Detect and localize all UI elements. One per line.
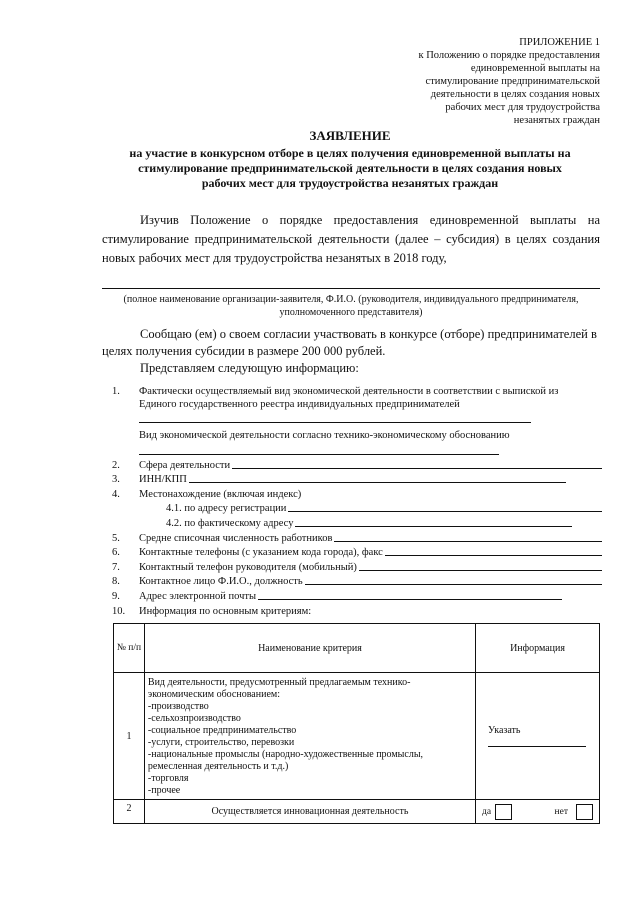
item-label: ИНН/КПП [139,474,187,486]
yes-label: да [482,806,492,817]
item-input-line[interactable] [359,570,602,571]
list-item [112,602,602,617]
document-subtitle-line: на участие в конкурсном отборе в целях получения единовременной выплаты на [129,146,571,160]
appendix-line: стимулирование предпринимательской [425,76,600,87]
criterion-line: экономическим обоснованием: [147,689,280,700]
activity-field[interactable] [139,422,531,423]
table-row [114,800,600,824]
criterion-line: -торговля [147,773,189,784]
row-number: 2 [114,800,145,824]
item-number: 2. [112,459,120,471]
item-1-note: Вид экономической деятельности согласно технико-экономическому обоснованию [139,430,510,441]
item-label: Сфера деятельности [139,459,231,471]
item-input-line[interactable] [288,511,602,512]
no-label: нет [554,806,568,817]
column-header-info: Информация [476,624,600,673]
consent-text: Сообщаю (ем) о своем согласии участвовать в конкурсе (отборе) предпринимателей в целях получения субсидии в размере 200 000 рублей. [102,327,597,358]
criterion-line: -услуги, строительство, перевозки [147,737,295,748]
item-input-line[interactable] [385,555,602,556]
item-input-line[interactable] [258,599,562,600]
applicant-name-field[interactable] [102,288,600,289]
item-input-line[interactable] [232,468,602,469]
tech-activity-field[interactable] [139,454,499,455]
item-label: Контактный телефон руководителя (мобильный) [139,561,357,573]
criteria-table [113,623,600,824]
item-number: 4. [112,488,120,500]
specify-input-line[interactable] [488,736,586,747]
document-subtitle-line: рабочих мест для трудоустройства незанятых граждан [201,176,499,190]
criterion-line: -социальное предпринимательство [147,725,297,736]
consent-block [102,326,600,377]
list-item [112,456,602,471]
item-input-line[interactable] [295,526,572,527]
item-number: 5. [112,532,120,544]
document-heading [90,128,610,191]
item-label: 4.2. по фактическому адресу [166,517,294,529]
info-intro: Представляем следующую информацию: [140,361,359,375]
item-number: 8. [112,576,120,588]
appendix-line: ПРИЛОЖЕНИЕ 1 [519,37,600,48]
yes-no-cell [476,800,600,824]
appendix-line: рабочих мест для трудоустройства [445,102,600,113]
list-item [112,573,602,588]
specify-label: Указать [488,725,521,736]
column-header-criterion: Наименование критерия [144,624,475,673]
item-number: 6. [112,547,120,559]
appendix-line: деятельности в целях создания новых [430,89,600,100]
appendix-note [385,36,600,127]
criterion-line: Вид деятельности, предусмотренный предлагаемым технико- [147,677,411,688]
list-item [112,471,602,486]
item-number: 9. [112,590,120,602]
item-number: 10. [112,605,126,617]
item-input-line[interactable] [334,541,602,542]
criterion-line: ремесленная деятельность и т.д.) [147,761,289,772]
no-checkbox[interactable] [576,804,593,820]
item-label: Адрес электронной почты [139,590,257,602]
appendix-line: единовременной выплаты на [470,63,600,74]
appendix-line: незанятых граждан [513,115,600,126]
document-title: ЗАЯВЛЕНИЕ [309,128,391,143]
item-number: 7. [112,561,120,573]
item-number: 1. [112,386,120,397]
list-item [112,587,602,602]
item-label: Местонахождение (включая индекс) [139,488,302,500]
item-label: Контактные телефоны (с указанием кода города), факс [139,547,383,559]
item-input-line[interactable] [189,482,566,483]
info-list [112,456,602,617]
list-item [112,558,602,573]
list-item [112,500,602,515]
info-cell [476,673,600,800]
appendix-line: к Положению о порядке предоставления [418,50,600,61]
list-item [112,529,602,544]
table-row [114,673,600,800]
item-1-text: Фактически осуществляемый вид экономической деятельности в соответствии с выпиской из Единого государственного реестра индивидуальных предпринимателей [139,386,559,410]
criterion-cell [144,673,475,800]
item-number: 3. [112,474,120,486]
criterion-cell: Осуществляется инновационная деятельность [144,800,475,824]
list-item [112,514,602,529]
document-subtitle-line: стимулирование предпринимательской деятельности в целях создания новых [138,161,562,175]
criterion-line: -национальные промыслы (народно-художественные промыслы, [147,749,424,760]
item-1 [112,385,592,411]
yes-checkbox[interactable] [495,804,512,820]
column-header-number: № п/п [114,624,145,673]
item-label: Информация по основным критериям: [139,605,312,617]
criterion-line: -прочее [147,785,181,796]
applicant-caption: (полное наименование организации-заявителя, Ф.И.О. (руководителя, индивидуального предпринимателя, уполномоченного представителя) [123,294,579,318]
intro-text: Изучив Положение о порядке предоставления единовременной выплаты на стимулирование предпринимательской деятельности (далее – субсидия) в целях создания новых рабочих мест для трудоустройства незанятых в 2018 году, [102,213,600,265]
item-label: Средне списочная численность работников [139,532,333,544]
criterion-line: -производство [147,701,209,712]
item-label: Контактное лицо Ф.И.О., должность [139,576,303,588]
item-label: 4.1. по адресу регистрации [166,503,287,515]
table-header-row [114,624,600,673]
row-number: 1 [114,673,145,800]
item-input-line[interactable] [305,584,602,585]
intro-paragraph [102,211,600,268]
criterion-line: -сельхозпроизводство [147,713,241,724]
list-item [112,485,602,500]
list-item [112,544,602,559]
